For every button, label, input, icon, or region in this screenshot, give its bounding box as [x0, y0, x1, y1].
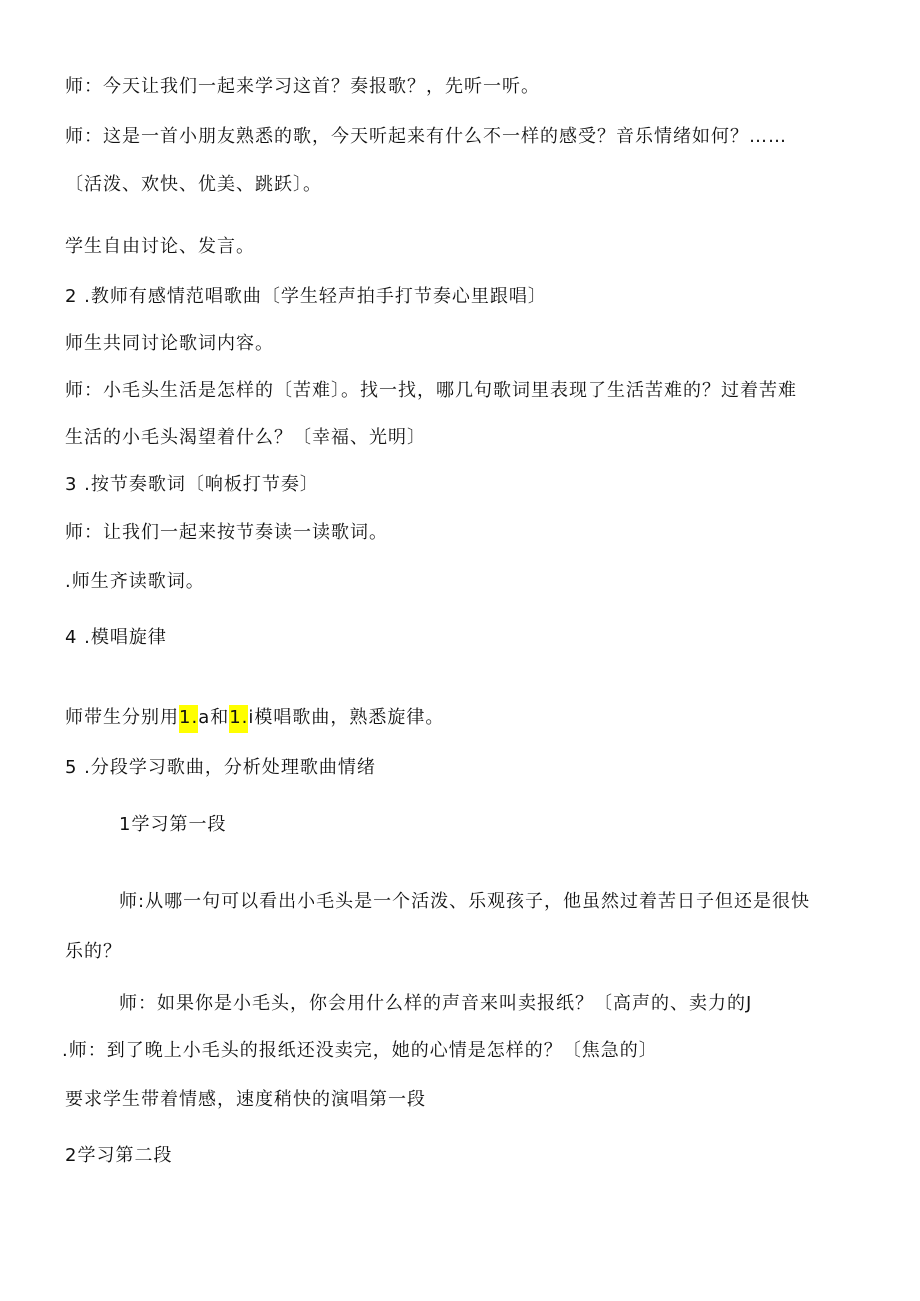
paragraph-line: 师生共同讨论歌词内容。	[65, 333, 274, 354]
paragraph-line: 5 .分段学习歌曲，分析处理歌曲情绪	[65, 757, 376, 778]
hum-line-text: a和	[198, 707, 230, 728]
paragraph-line: 2 .教师有感情范唱歌曲〔学生轻声拍手打节奏心里跟唱〕	[65, 286, 547, 307]
paragraph-line: 1学习第一段	[119, 814, 227, 835]
paragraph-line: 生活的小毛头渴望着什么？〔幸福、光明〕	[65, 427, 426, 448]
paragraph-line: 学生自由讨论、发言。	[65, 236, 255, 257]
hum-line-prefix: 师带生分别用	[65, 707, 179, 728]
paragraph-line: 师：这是一首小朋友熟悉的歌，今天听起来有什么不一样的感受？音乐情绪如何？……	[65, 126, 787, 147]
highlighted-text: 1.	[179, 705, 198, 733]
paragraph-line: 师：如果你是小毛头，你会用什么样的声音来叫卖报纸？〔高声的、卖力的J	[119, 993, 753, 1014]
paragraph-line: 师：今天让我们一起来学习这首？奏报歌？，先听一听。	[65, 76, 540, 97]
paragraph-line: 乐的？	[65, 941, 122, 962]
hum-melody-line	[65, 707, 444, 733]
paragraph-line: 师:从哪一句可以看出小毛头是一个活泼、乐观孩子，他虽然过着苦日子但还是很快	[119, 891, 811, 912]
highlighted-text: 1.	[229, 705, 248, 733]
paragraph-line: 4 .模唱旋律	[65, 627, 167, 648]
paragraph-line: 师：让我们一起来按节奏读一读歌词。	[65, 522, 388, 543]
paragraph-line: 3 .按节奏歌词〔响板打节奏〕	[65, 474, 319, 495]
paragraph-line: 要求学生带着情感，速度稍快的演唱第一段	[65, 1089, 426, 1110]
paragraph-line: .师生齐读歌词。	[65, 571, 205, 592]
paragraph-line: 2学习第二段	[65, 1145, 173, 1166]
paragraph-line: 师：小毛头生活是怎样的〔苦难〕。找一找，哪几句歌词里表现了生活苦难的？过着苦难	[65, 380, 797, 401]
hum-line-text: i模唱歌曲，熟悉旋律。	[248, 707, 445, 728]
paragraph-line: 〔活泼、欢快、优美、跳跃〕。	[65, 174, 322, 195]
paragraph-line: .师：到了晚上小毛头的报纸还没卖完，她的心情是怎样的？〔焦急的〕	[62, 1040, 658, 1061]
